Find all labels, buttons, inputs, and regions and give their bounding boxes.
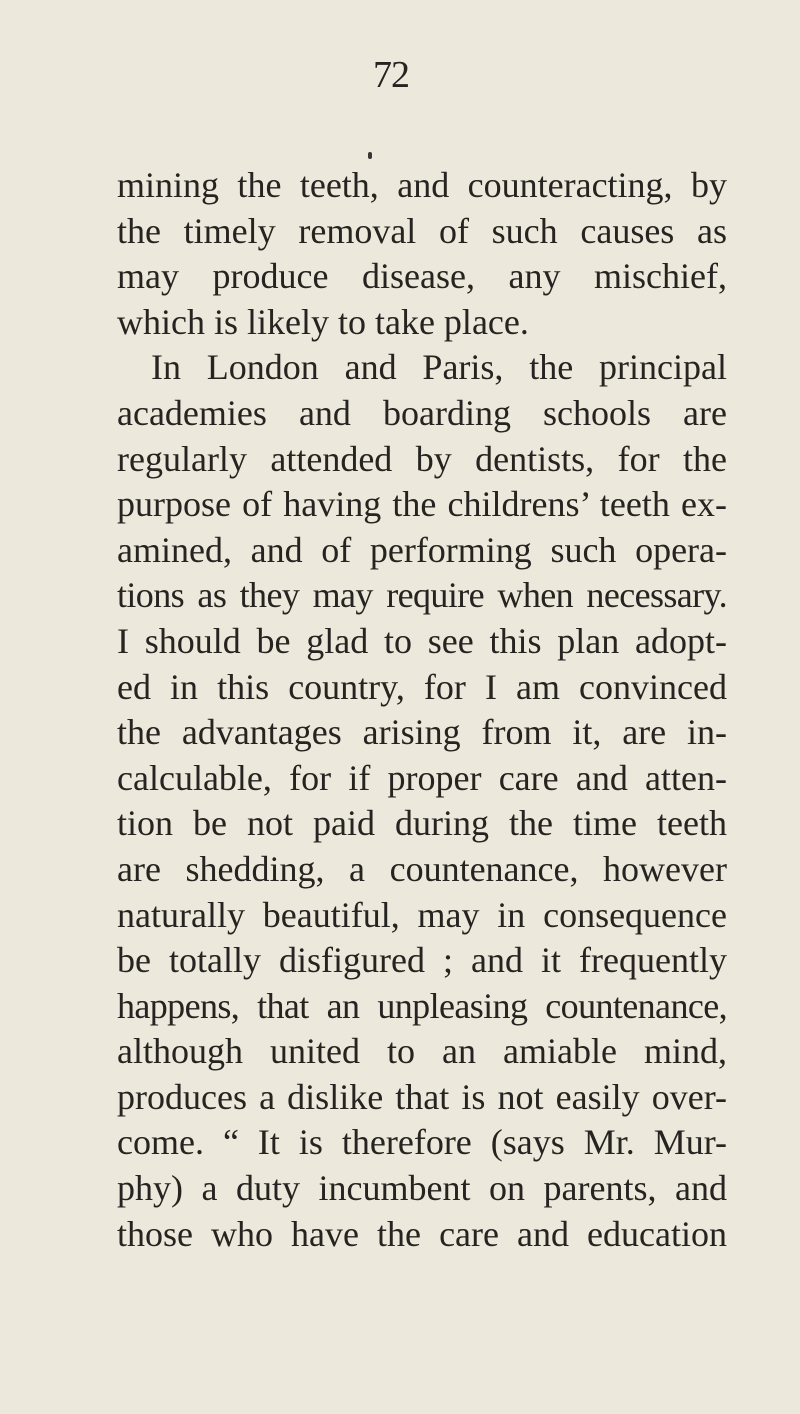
text-line: come. “ It is therefore (says Mr. Mur- (117, 1122, 727, 1163)
text-line: amined, and of performing such opera- (117, 529, 727, 570)
text-line: which is likely to take place. (117, 301, 529, 342)
text-line: be totally disfigured ; and it frequently (117, 940, 727, 981)
text-line: ed in this country, for I am convinced (117, 666, 727, 707)
text-line: regularly attended by dentists, for the (117, 438, 727, 479)
text-line: phy) a duty incumbent on parents, and (117, 1168, 727, 1209)
text-line: may produce disease, any mischief, (117, 256, 727, 297)
text-line: I should be glad to see this plan adopt- (117, 620, 727, 661)
text-line: tions as they may require when necessary. (117, 575, 727, 616)
text-line: the timely removal of such causes as (117, 210, 727, 251)
text-line: happens, that an unpleasing countenance, (117, 985, 727, 1026)
text-line: mining the teeth, and counteracting, by (117, 165, 727, 205)
text-line: naturally beautiful, may in consequence (117, 894, 727, 935)
text-line: are shedding, a countenance, however (117, 848, 727, 889)
ink-speck (368, 152, 372, 159)
page-number: 72 (373, 54, 409, 96)
text-line: tion be not paid during the time teeth (117, 803, 727, 844)
text-line: the advantages arising from it, are in- (117, 712, 727, 753)
text-line: those who have the care and education (117, 1213, 727, 1254)
body-text (117, 163, 727, 1257)
text-line: academies and boarding schools are (117, 392, 727, 433)
text-line: calculable, for if proper care and atten- (117, 757, 727, 798)
text-line: although united to an amiable mind, (117, 1031, 727, 1072)
text-line: produces a dislike that is not easily over- (117, 1076, 727, 1117)
text-line: purpose of having the childrens’ teeth ex- (117, 484, 727, 525)
text-line: In London and Paris, the principal (151, 347, 727, 388)
